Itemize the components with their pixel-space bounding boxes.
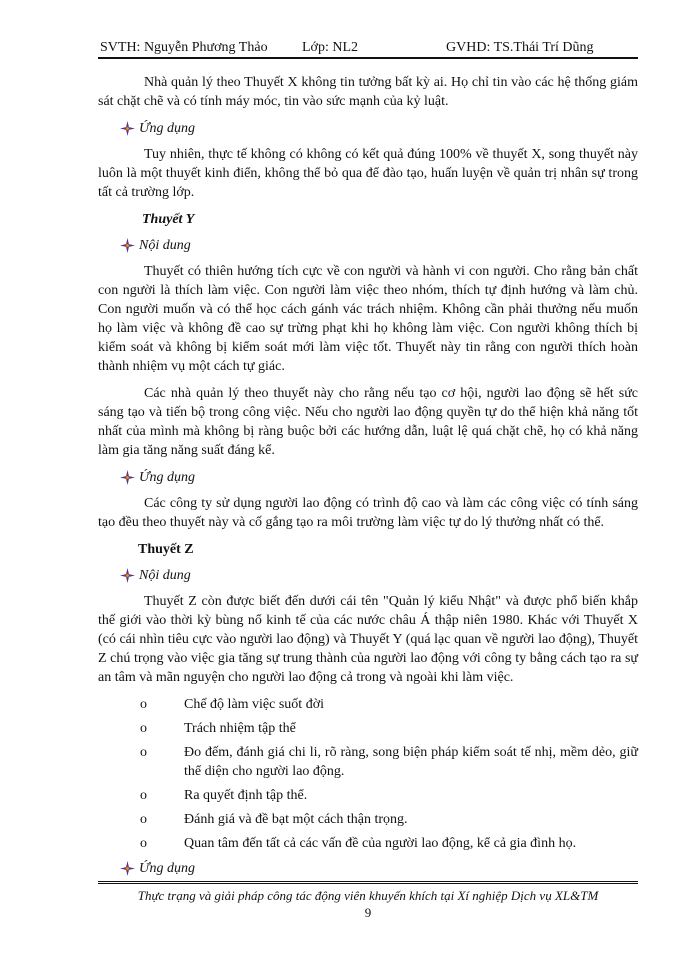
list-marker: o [140, 836, 147, 851]
four-point-star-bullet-icon [120, 568, 135, 583]
paragraph-theory-y-application: Các công ty sử dụng người lao động có trình độ cao và làm các công việc có tính sáng tạo đều theo thuyết này và cố gắng tạo ra môi trường làm việc tự do lý thưởng nhất có thể. [98, 496, 638, 530]
page-header [98, 39, 638, 59]
list-marker: o [140, 745, 147, 760]
list-item [98, 743, 638, 781]
subheading-application-y [98, 468, 638, 488]
paragraph-theory-y-managers: Các nhà quản lý theo thuyết này cho rằng nếu tạo cơ hội, người lao động sẽ hết sức sáng tạo và tiến bộ trong công việc. Nếu cho người lao động quyền tự do thể hiện khả năng tốt nhất của mình mà không bị ràng buộc bởi các hướng dẫn, luật lệ quá chặt chẽ, họ có khả năng làm gia tăng năng suất đáng kể. [98, 386, 638, 458]
list-item [98, 810, 638, 829]
subheading-label: Nội dung [139, 238, 191, 253]
page-footer [98, 881, 638, 921]
list-item [98, 786, 638, 805]
four-point-star-bullet-icon [120, 861, 135, 876]
subheading-application-z [98, 859, 638, 879]
subheading-label: Ứng dụng [139, 121, 196, 136]
four-point-star-bullet-icon [120, 238, 135, 253]
heading-theory-z: Thuyết Z [138, 542, 194, 557]
paragraph-theory-y-content: Thuyết có thiên hướng tích cực về con người và hành vi con người. Cho rằng bản chất con người là thích làm việc. Con người làm việc theo nhóm, thích tự định hướng và làm chủ. Con người muốn và có thể học cách gánh vác trách nhiệm. Không cần phải thưởng nếu muốn họ làm việc và không đề cao sự trừng phạt khi họ không làm việc. Con người không thích bị kiểm soát và không bị kiểm soát mới làm việc tốt. Thuyết này tin rằng con người thích hoàn thành nhiệm vụ một cách tự giác. [98, 264, 638, 374]
list-item-text: Đo đếm, đánh giá chi li, rõ ràng, song biện pháp kiểm soát tế nhị, mềm dẻo, giữ thể diện cho người lao động. [184, 745, 638, 779]
subheading-label: Ứng dụng [139, 470, 196, 485]
list-item [98, 695, 638, 714]
header-advisor: GVHD: TS.Thái Trí Dũng [446, 40, 594, 55]
list-item-text: Trách nhiệm tập thể [184, 721, 296, 736]
subheading-label: Nội dung [139, 568, 191, 583]
subheading-content-y [98, 236, 638, 256]
page-body [98, 73, 638, 885]
subheading-application-x [98, 119, 638, 139]
page-number: 9 [364, 905, 372, 920]
subheading-label: Ứng dụng [139, 861, 196, 876]
list-item [98, 834, 638, 853]
list-marker: o [140, 721, 147, 736]
subheading-content-z [98, 566, 638, 586]
list-item-text: Đánh giá và đề bạt một cách thận trọng. [184, 812, 408, 827]
paragraph-theory-z-content: Thuyết Z còn được biết đến dưới cái tên "Quản lý kiểu Nhật" và được phổ biến khắp thế giới vào thời kỳ bùng nổ kinh tế của các nước châu Á thập niên 1980. Khác với Thuyết X (có cái nhìn tiêu cực vào người lao động) và Thuyết Y (quá lạc quan về người lao động), Thuyết Z chú trọng vào việc gia tăng sự trung thành của người lao động với công ty bằng cách tạo ra sự an tâm và mãn nguyện cho người lao động cả trong và ngoài khi làm việc. [98, 594, 638, 685]
list-marker: o [140, 788, 147, 803]
header-class: Lớp: NL2 [302, 40, 359, 55]
paragraph-theory-x-application: Tuy nhiên, thực tế không có không có kết quả đúng 100% về thuyết X, song thuyết này luôn là một thuyết kinh điển, không thể bỏ qua để đào tạo, huấn luyện về quản trị nhân sự trong tất cả trường lớp. [98, 147, 638, 200]
heading-theory-y: Thuyết Y [142, 212, 195, 227]
list-item [98, 719, 638, 738]
header-student: SVTH: Nguyễn Phương Thảo [100, 40, 268, 55]
list-item-text: Chế độ làm việc suốt đời [184, 697, 324, 712]
paragraph-theory-x-manager: Nhà quản lý theo Thuyết X không tin tưởng bất kỳ ai. Họ chỉ tin vào các hệ thống giám sát chặt chẽ và có tính máy móc, tin vào sức mạnh của kỷ luật. [98, 75, 638, 109]
list-item-text: Quan tâm đến tất cả các vấn đề của người lao động, kể cả gia đình họ. [184, 836, 577, 851]
theory-z-features-list [98, 695, 638, 853]
list-marker: o [140, 697, 147, 712]
list-item-text: Ra quyết định tập thể. [184, 788, 308, 803]
footer-text: Thực trạng và giải pháp công tác động viên khuyến khích tại Xí nghiệp Dịch vụ XL&TM [137, 888, 599, 903]
four-point-star-bullet-icon [120, 470, 135, 485]
list-marker: o [140, 812, 147, 827]
four-point-star-bullet-icon [120, 121, 135, 136]
